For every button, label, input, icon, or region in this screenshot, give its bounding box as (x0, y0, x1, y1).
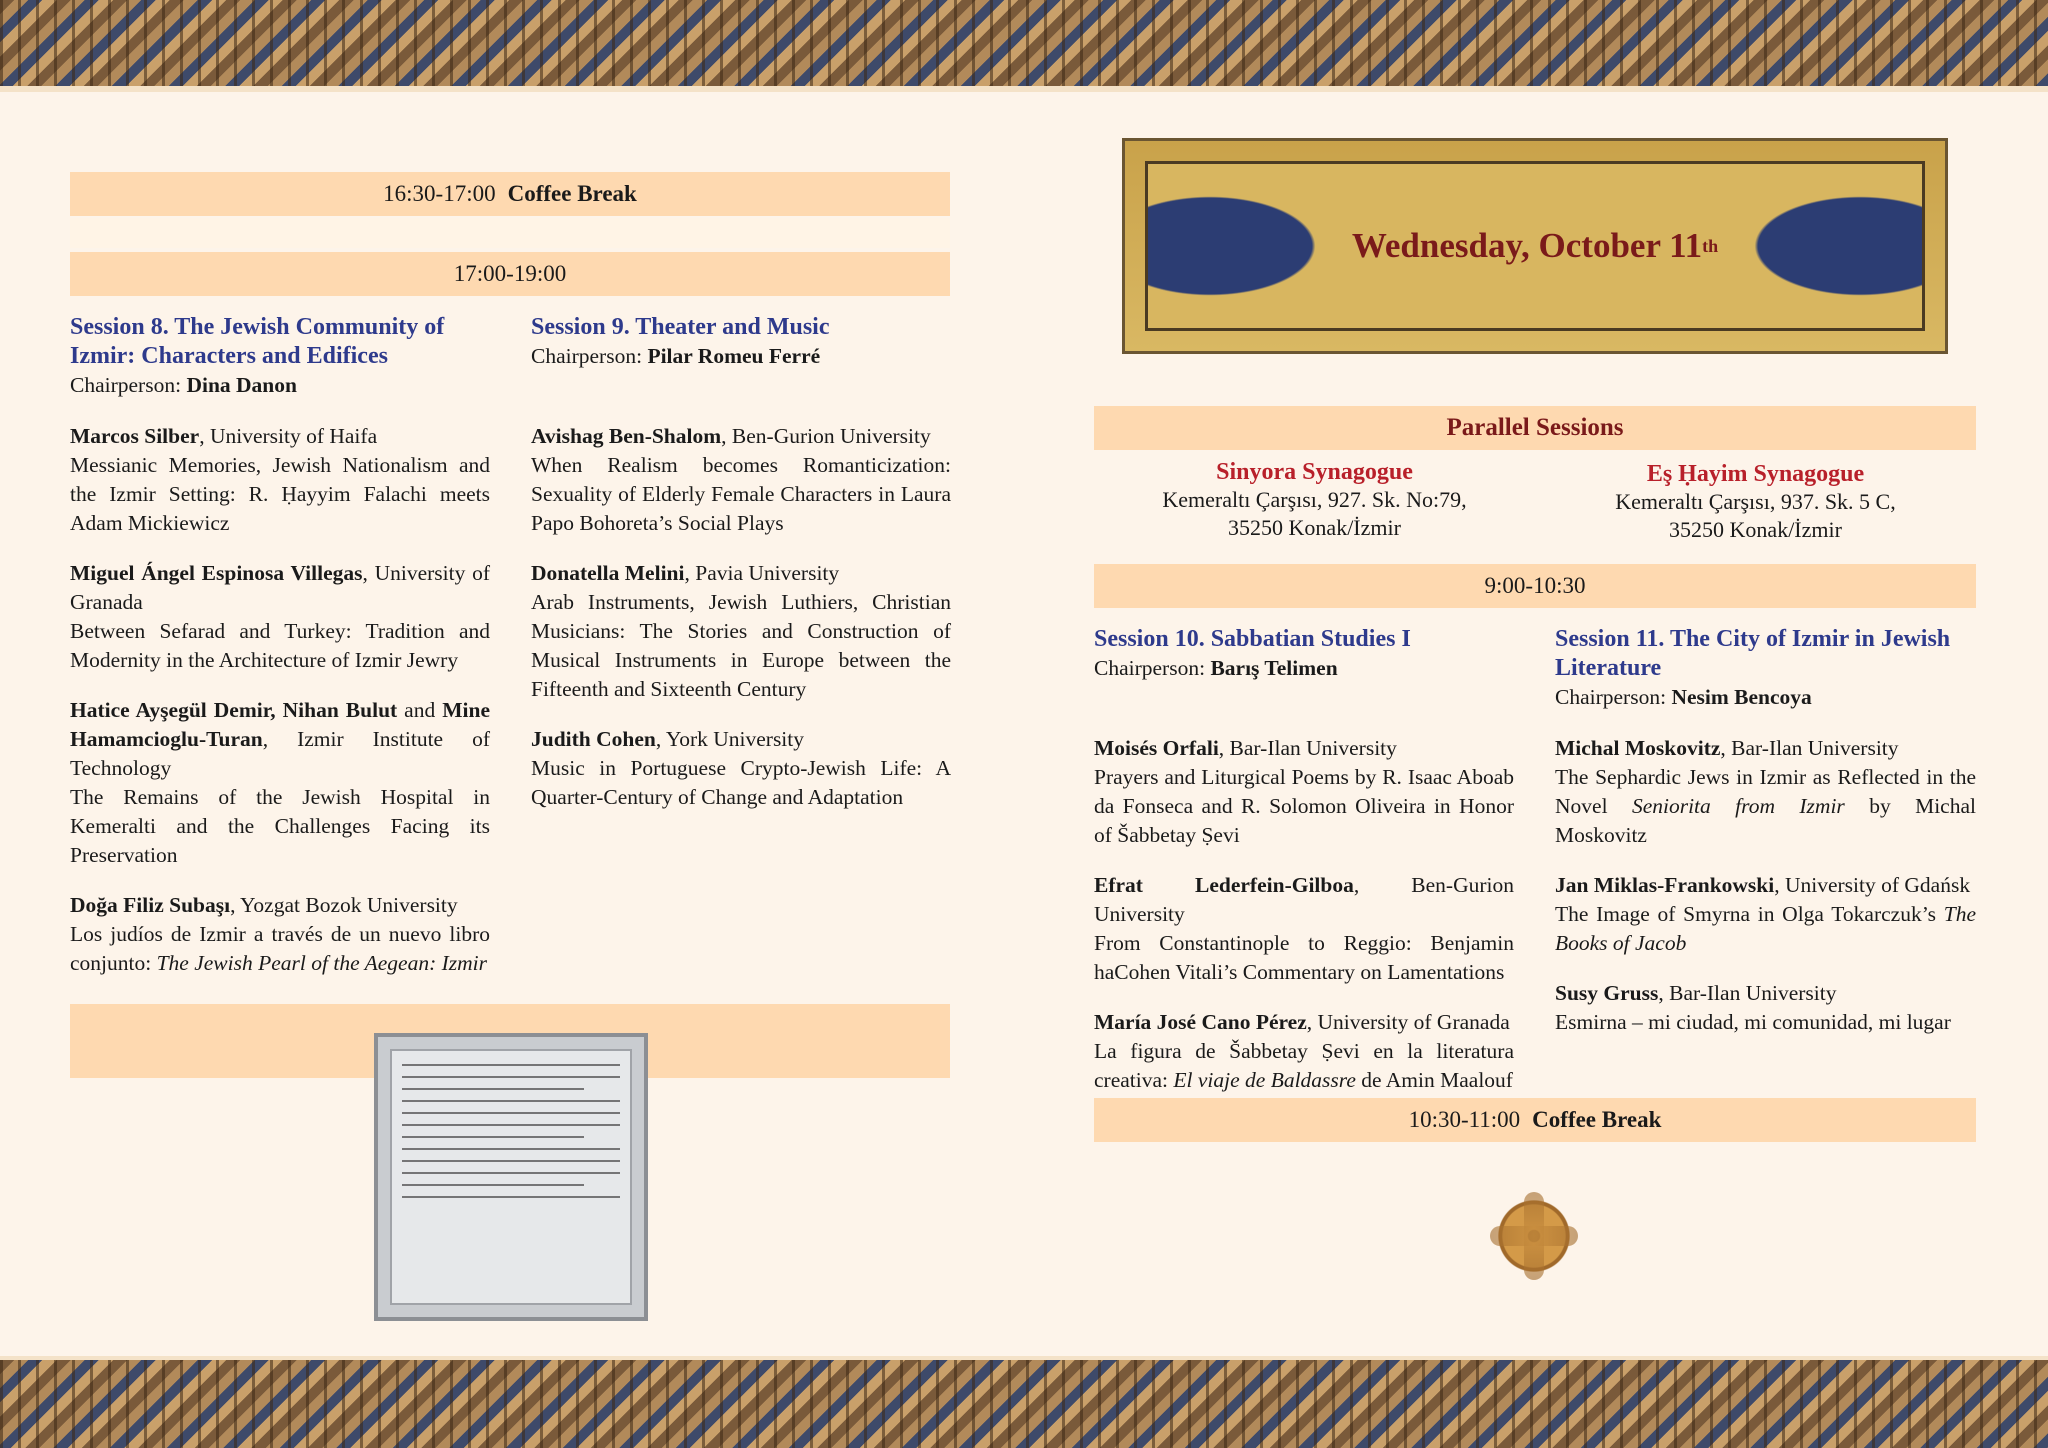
hebrew-inscription-plaque (374, 1033, 648, 1321)
session-9-column (531, 313, 951, 812)
talk-ben-shalom: Avishag Ben-Shalom, Ben-Gurion University When Realism becomes Romanticization: Sexuality of Elderly Female Characters in Laura Papo Bohoreta’s Social Plays (531, 424, 951, 535)
top-border-edge (0, 86, 2048, 92)
talk-melini: Donatella Melini, Pavia University Arab Instruments, Jewish Luthiers, Christian Musicians: The Stories and Construction of Musical Instruments in Europe between the Fifteenth and Sixteenth Century (531, 561, 951, 701)
talk-cohen: Judith Cohen, York University Music in Portuguese Crypto-Jewish Life: A Quarter-Century of Change and Adaptation (531, 727, 951, 809)
parallel-sessions-bar: Parallel Sessions (1094, 406, 1976, 450)
session-11-column (1555, 625, 1976, 1037)
talk-silber: Marcos Silber, University of Haifa Messianic Memories, Jewish Nationalism and the Izmir Setting: R. Ḥayyim Falachi meets Adam Mickiewicz (70, 424, 490, 535)
talk-orfali: Moisés Orfali, Bar-Ilan University Prayers and Liturgical Poems by R. Isaac Aboab da Fonseca and R. Solomon Oliveira in Honor of Šabbetay Ṣevi (1094, 736, 1514, 847)
talk-miklas: Jan Miklas-Frankowski, University of Gdańsk The Image of Smyrna in Olga Tokarczuk’s The Books of Jacob (1555, 873, 1976, 955)
rosette-ornament (1494, 1196, 1574, 1276)
spacer-bar (70, 218, 950, 248)
session-8-column (70, 313, 490, 978)
session-9-chair: Chairperson: Pilar Romeu Ferré (531, 344, 821, 368)
session-11-chair: Chairperson: Nesim Bencoya (1555, 685, 1812, 709)
talk-lederfein: Efrat Lederfein-Gilboa, Ben-Gurion University From Constantinople to Reggio: Benjamin haCohen Vitali’s Commentary on Lamentations (1094, 873, 1514, 984)
day-banner (1122, 138, 1948, 354)
talk-cano: María José Cano Pérez, University of Granada La figura de Šabbetay Ṣevi en la literatura creativa: El viaje de Baldassre de Amin Maalouf (1094, 1010, 1514, 1092)
session-8-chair: Chairperson: Dina Danon (70, 373, 297, 397)
venue-es-hayim: Eş Ḥayim Synagogue Kemeraltı Çarşısı, 937. Sk. 5 C, 35250 Konak/İzmir (1615, 461, 1896, 542)
session-9-title: Session 9. Theater and Music (531, 314, 830, 340)
talk-subasi: Doğa Filiz Subaşı, Yozgat Bozok University Los judíos de Izmir a través de un nuevo libro conjunto: The Jewish Pearl of the Aegean: Izmir (70, 893, 490, 975)
talk-gruss: Susy Gruss, Bar-Ilan University Esmirna – mi ciudad, mi comunidad, mi lugar (1555, 981, 1951, 1034)
session-11-title: Session 11. The City of Izmir in Jewish Literature (1555, 626, 1951, 681)
time-slot-bar-right: 9:00-10:30 (1094, 564, 1976, 608)
talk-demir: Hatice Ayşegül Demir, Nihan Bulut and Mine Hamamcioglu-Turan, Izmir Institute of Technology The Remains of the Jewish Hospital in Kemeralti and the Challenges Facing its Preservation (70, 698, 490, 867)
bottom-ornamental-border (0, 1360, 2048, 1448)
session-10-chair: Chairperson: Barış Telimen (1094, 656, 1338, 680)
session-10-column (1094, 625, 1514, 1095)
session-10-title: Session 10. Sabbatian Studies I (1094, 626, 1411, 652)
talk-espinosa: Miguel Ángel Espinosa Villegas, University of Granada Between Sefarad and Turkey: Tradition and Modernity in the Architecture of Izmir Jewry (70, 561, 490, 672)
break-time: 16:30-17:00 (383, 181, 496, 206)
break-label: Coffee Break (507, 181, 637, 206)
talk-moskovitz: Michal Moskovitz, Bar-Ilan University The Sephardic Jews in Izmir as Reflected in the Novel Seniorita from Izmir by Michal Moskovitz (1555, 736, 1976, 847)
coffee-break-bar-2: 10:30-11:00 Coffee Break (1094, 1098, 1976, 1142)
venue-sinyora: Sinyora Synagogue Kemeraltı Çarşısı, 927. Sk. No:79, 35250 Konak/İzmir (1162, 459, 1467, 540)
time-slot-bar-left (70, 252, 950, 296)
coffee-break-bar-1 (70, 172, 950, 216)
slot-time: 17:00-19:00 (453, 261, 567, 286)
top-ornamental-border (0, 0, 2048, 88)
session-8-title: Session 8. The Jewish Community of Izmir: Characters and Edifices (70, 314, 445, 369)
day-title: Wednesday, October 11 th (1351, 226, 1719, 265)
